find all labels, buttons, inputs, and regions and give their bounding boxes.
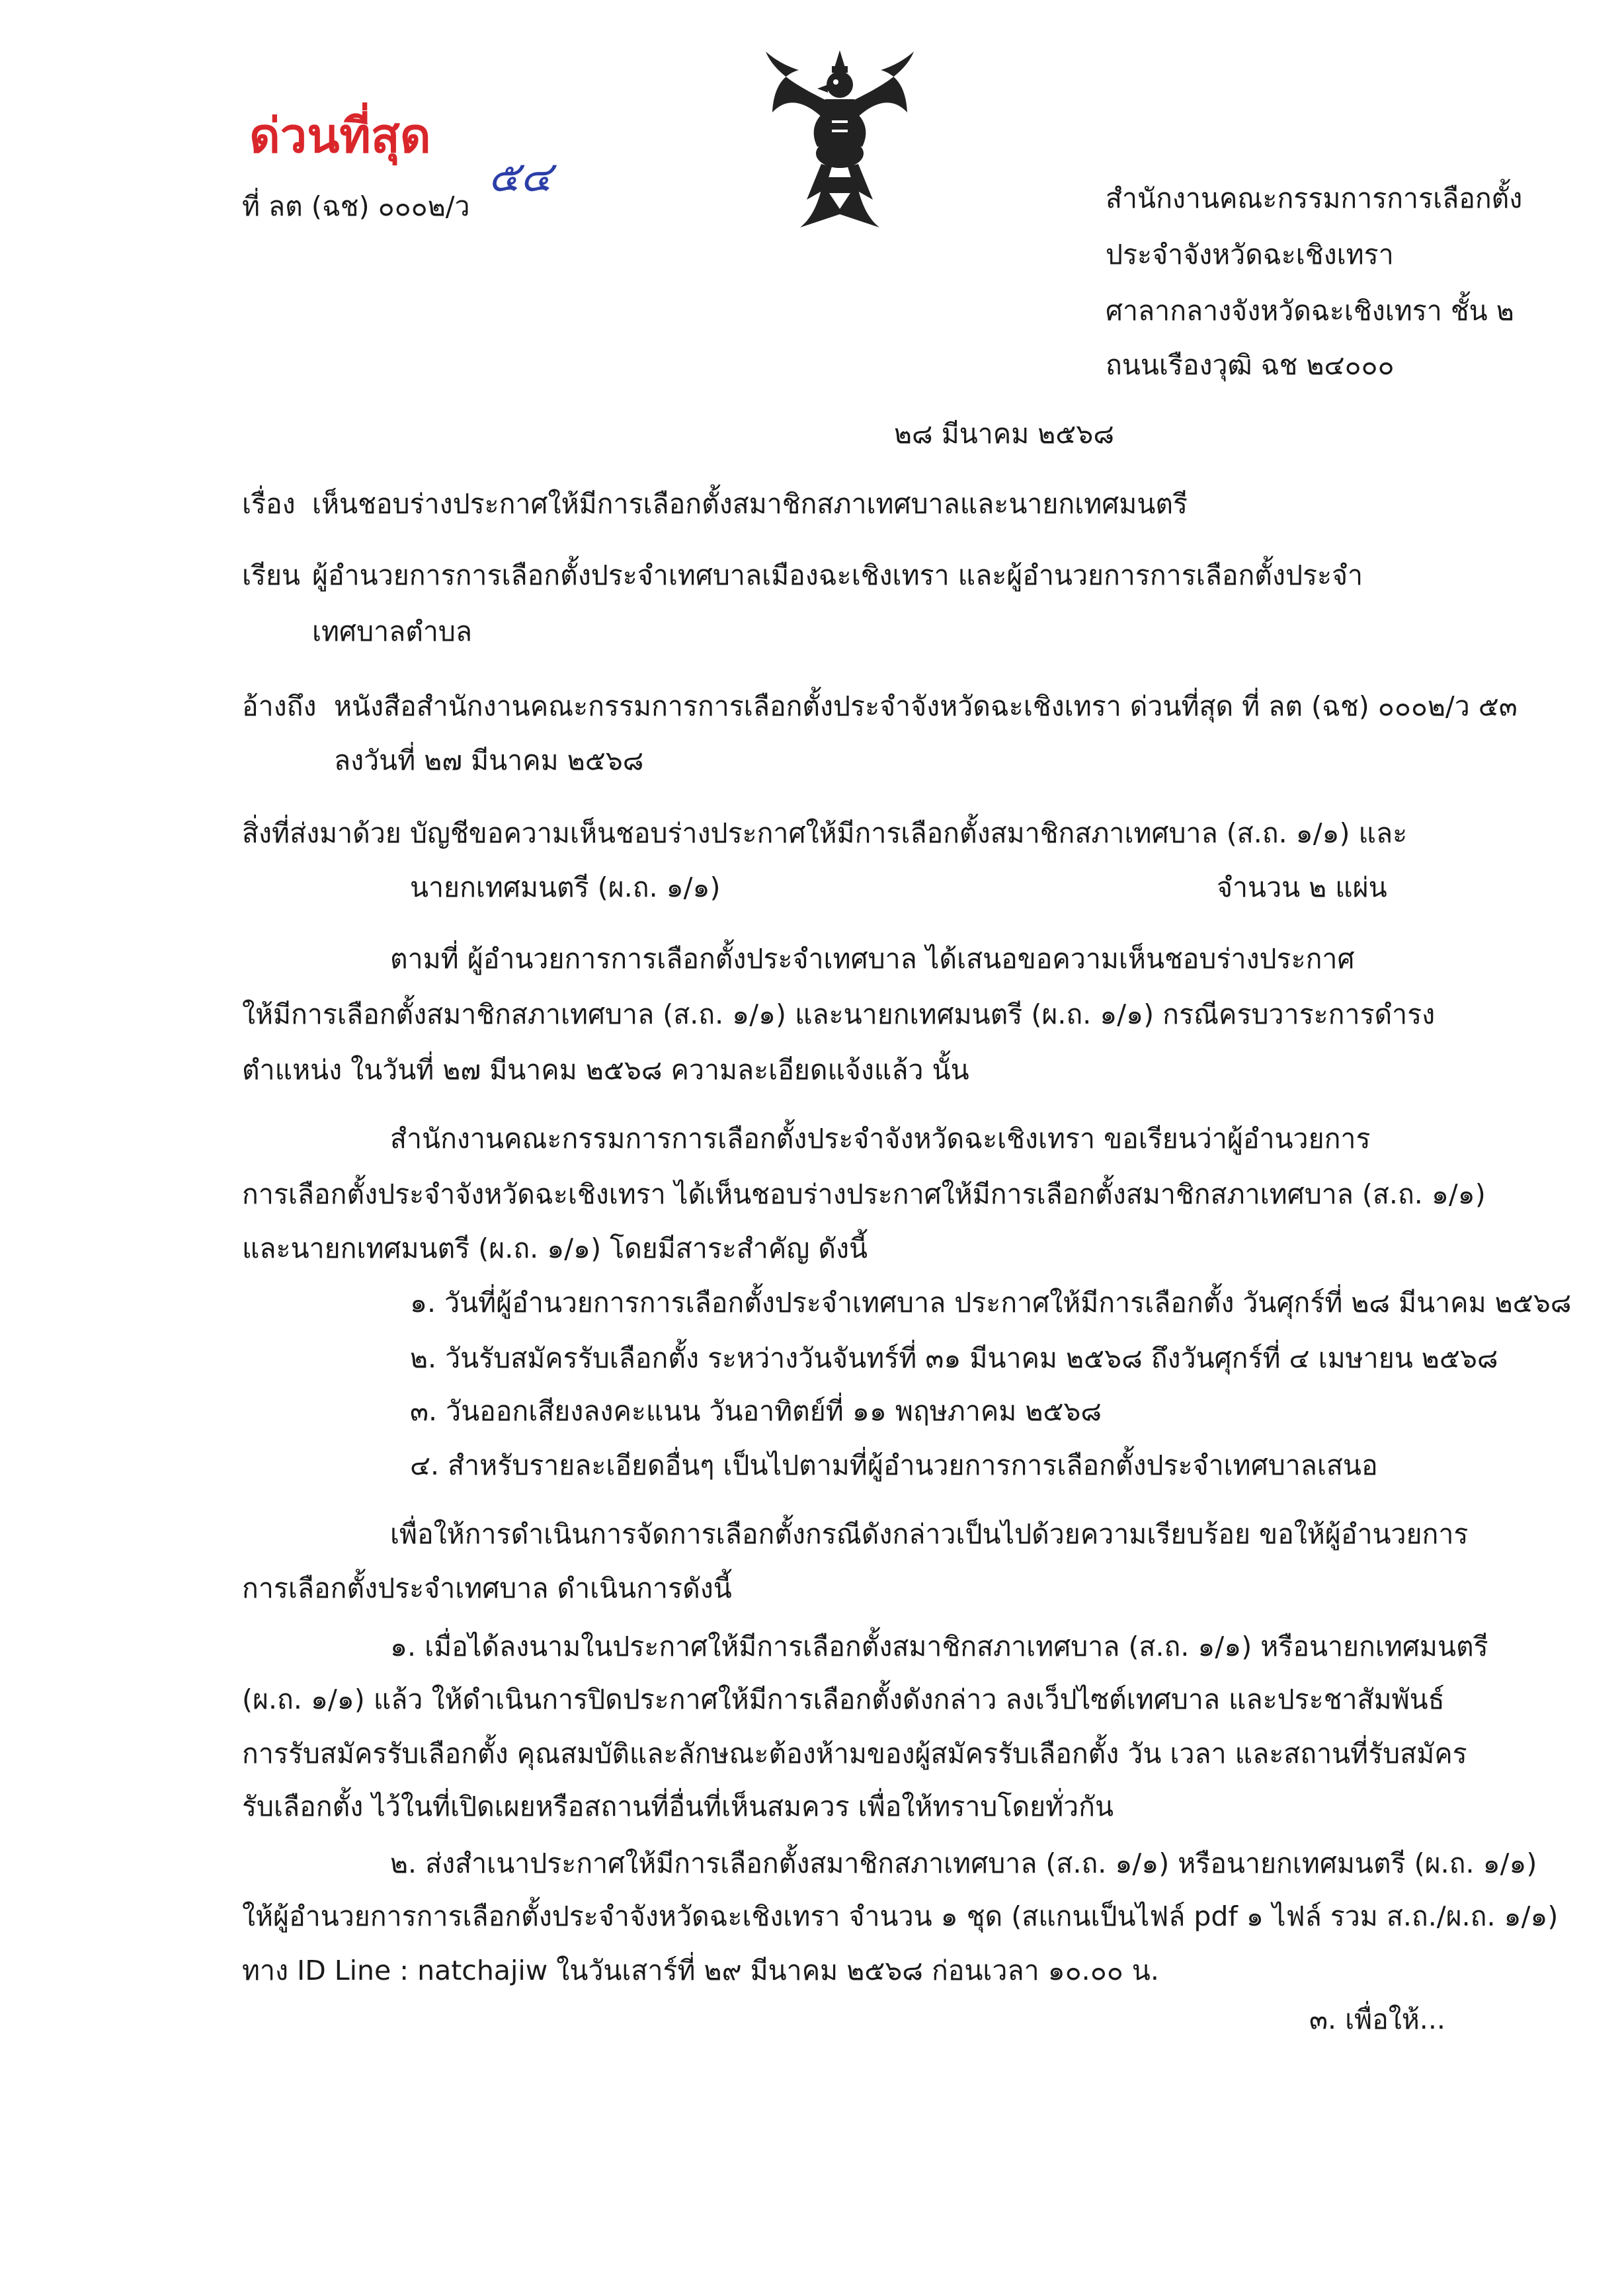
page-continuation: ๓. เพื่อให้... [1309,2004,1445,2035]
enclosure-line2: นายกเทศมนตรี (ผ.ถ. ๑/๑) [410,872,721,903]
office-address-line4: ถนนเรืองวุฒิ ฉช ๒๔๐๐๐ [1106,349,1395,381]
key-point-4: ๔. สำหรับรายละเอียดอื่นๆ เป็นไปตามที่ผู้อำนวยการการเลือกตั้งประจำเทศบาลเสนอ [410,1449,1378,1481]
office-name-line2: ประจำจังหวัดฉะเชิงเทรา [1106,239,1394,270]
paragraph2-line2: การเลือกตั้งประจำจังหวัดฉะเชิงเทรา ได้เห็นชอบร่างประกาศให้มีการเลือกตั้งสมาชิกสภาเทศบาล (ส.ถ. ๑/๑) [242,1178,1486,1210]
enclosure-quantity: จำนวน ๒ แผ่น [1217,872,1387,903]
paragraph1-line1: ตามที่ ผู้อำนวยการการเลือกตั้งประจำเทศบาล ได้เสนอขอความเห็นชอบร่างประกาศ [390,943,1355,975]
urgency-stamp: ด่วนที่สุด [249,108,431,163]
recipient-label: เรียน [242,559,301,591]
enclosure-line1: บัญชีขอความเห็นชอบร่างประกาศให้มีการเลือกตั้งสมาชิกสภาเทศบาล (ส.ถ. ๑/๑) และ [410,817,1408,849]
paragraph2-line1: สำนักงานคณะกรรมการการเลือกตั้งประจำจังหวัดฉะเชิงเทรา ขอเรียนว่าผู้อำนวยการ [390,1123,1371,1155]
key-point-2: ๒. วันรับสมัครรับเลือกตั้ง ระหว่างวันจันทร์ที่ ๓๑ มีนาคม ๒๕๖๘ ถึงวันศุกร์ที่ ๔ เมษายน ๒๕๖๘ [410,1342,1498,1374]
action2-line1: ๒. ส่งสำเนาประกาศให้มีการเลือกตั้งสมาชิกสภาเทศบาล (ส.ถ. ๑/๑) หรือนายกเทศมนตรี (ผ.ถ. ๑/๑) [390,1848,1537,1879]
paragraph3-line2: การเลือกตั้งประจำเทศบาล ดำเนินการดังนี้ [242,1572,732,1604]
garuda-emblem-icon [760,48,919,233]
paragraph3-line1: เพื่อให้การดำเนินการจัดการเลือกตั้งกรณีดังกล่าวเป็นไปด้วยความเรียบร้อย ขอให้ผู้อำนวยการ [390,1518,1469,1550]
action1-line2: (ผ.ถ. ๑/๑) แล้ว ให้ดำเนินการปิดประกาศให้มีการเลือกตั้งดังกล่าว ลงเว็ปไซต์เทศบาล และประชาสัมพันธ์ [242,1684,1445,1715]
reference-number: ที่ ลต (ฉช) ๐๐๐๒/ว [242,190,470,222]
reference-line1: หนังสือสำนักงานคณะกรรมการการเลือกตั้งประจำจังหวัดฉะเชิงเทรา ด่วนที่สุด ที่ ลต (ฉช) ๐๐๐๒/ว ๕๓ [334,690,1518,722]
enclosure-label: สิ่งที่ส่งมาด้วย [242,817,401,849]
paragraph1-line3: ตำแหน่ง ในวันที่ ๒๗ มีนาคม ๒๕๖๘ ความละเอียดแจ้งแล้ว นั้น [242,1054,969,1086]
subject-text: เห็นชอบร่างประกาศให้มีการเลือกตั้งสมาชิกสภาเทศบาลและนายกเทศมนตรี [312,488,1188,520]
paragraph2-line3: และนายกเทศมนตรี (ผ.ถ. ๑/๑) โดยมีสาระสำคัญ ดังนี้ [242,1233,868,1264]
subject-label: เรื่อง [242,488,296,520]
action1-line1: ๑. เมื่อได้ลงนามในประกาศให้มีการเลือกตั้งสมาชิกสภาเทศบาล (ส.ถ. ๑/๑) หรือนายกเทศมนตรี [390,1631,1488,1662]
action1-line3: การรับสมัครรับเลือกตั้ง คุณสมบัติและลักษณะต้องห้ามของผู้สมัครรับเลือกตั้ง วัน เวลา และสถานที่รับสมัคร [242,1738,1467,1769]
reference-line2: ลงวันที่ ๒๗ มีนาคม ๒๕๖๘ [334,745,644,776]
action2-line3: ทาง ID Line : natchajiw ในวันเสาร์ที่ ๒๙ มีนาคม ๒๕๖๘ ก่อนเวลา ๑๐.๐๐ น. [242,1955,1159,1986]
action2-line2: ให้ผู้อำนวยการการเลือกตั้งประจำจังหวัดฉะเชิงเทรา จำนวน ๑ ชุด (สแกนเป็นไฟล์ pdf ๑ ไฟล์ รวม ส.ถ./ผ.ถ. ๑/๑) [242,1900,1559,1932]
recipient-line2: เทศบาลตำบล [312,616,473,647]
key-point-3: ๓. วันออกเสียงลงคะแนน วันอาทิตย์ที่ ๑๑ พฤษภาคม ๒๕๖๘ [410,1395,1102,1427]
paragraph1-line2: ให้มีการเลือกตั้งสมาชิกสภาเทศบาล (ส.ถ. ๑/๑) และนายกเทศมนตรี (ผ.ถ. ๑/๑) กรณีครบวาระการดำรง [242,998,1436,1030]
action1-line4: รับเลือกตั้ง ไว้ในที่เปิดเผยหรือสถานที่อื่นที่เห็นสมควร เพื่อให้ทราบโดยทั่วกัน [242,1791,1114,1822]
recipient-line1: ผู้อำนวยการการเลือกตั้งประจำเทศบาลเมืองฉะเชิงเทรา และผู้อำนวยการการเลือกตั้งประจำ [312,559,1363,591]
office-address-line3: ศาลากลางจังหวัดฉะเชิงเทรา ชั้น ๒ [1106,295,1514,327]
reference-label: อ้างถึง [242,690,317,722]
key-point-1: ๑. วันที่ผู้อำนวยการการเลือกตั้งประจำเทศบาล ประกาศให้มีการเลือกตั้ง วันศุกร์ที่ ๒๘ มีนาคม ๒๕๖๘ [410,1287,1572,1319]
handwritten-reference-number: ๕๔ [488,153,552,202]
office-name-line1: สำนักงานคณะกรรมการการเลือกตั้ง [1106,183,1523,214]
document-date: ๒๘ มีนาคม ๒๕๖๘ [894,418,1114,450]
